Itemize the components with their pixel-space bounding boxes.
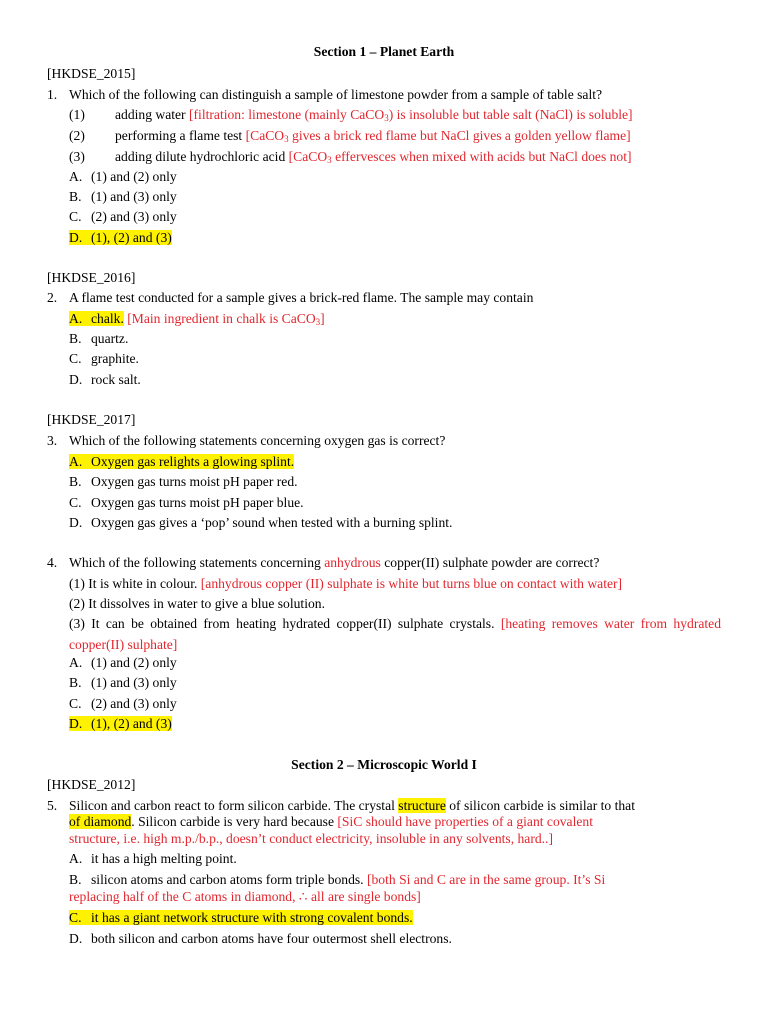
q5-option-a: [69, 849, 729, 870]
question-1: [47, 85, 737, 106]
q1-s2-text: performing a flame test: [115, 128, 243, 143]
q5-b-letter: B.: [69, 872, 82, 887]
q1-s2-note-b: gives a brick red flame but NaCl gives a golden yellow flame]: [288, 128, 631, 143]
q1-statement-2: [69, 126, 729, 147]
q5-text-hl2: of diamond: [69, 814, 132, 829]
q3-a-text: Oxygen gas relights a glowing splint.: [91, 454, 295, 469]
q3-text: Which of the following statements concerning oxygen gas is correct?: [69, 433, 446, 448]
q4-text: [69, 553, 737, 574]
q1-option-a: [69, 167, 729, 188]
q2-a-note-a: [Main ingredient in chalk is CaCO: [127, 311, 316, 326]
q1-option-c: [69, 207, 729, 228]
q5-a-text: it has a high melting point.: [91, 851, 237, 866]
q4-statement-1: [69, 574, 729, 595]
q3-b-text: Oxygen gas turns moist pH paper red.: [91, 474, 298, 489]
q4-s3-note: [heating removes water from hydrated copper(II) sulphate]: [69, 616, 721, 652]
q3-b-letter: B.: [69, 474, 82, 489]
q4-c-letter: C.: [69, 696, 82, 711]
question-2: [47, 288, 737, 309]
q2-a-note-b: ]: [320, 311, 325, 326]
q5-source-tag: [HKDSE_2012]: [47, 777, 136, 792]
q1-statement-3: [69, 147, 729, 168]
q1-b-text: (1) and (3) only: [91, 189, 177, 204]
q1-s1-note-a: [filtration: limestone (mainly CaCO: [189, 107, 385, 122]
q3-d-text: Oxygen gas gives a ‘pop’ sound when tested with a burning splint.: [91, 515, 453, 530]
q2-option-b: [69, 329, 729, 350]
q2-a-note: [127, 311, 324, 326]
question-4: [47, 553, 737, 574]
q3-d-letter: D.: [69, 515, 83, 530]
q1-s3-text: adding dilute hydrochloric acid: [115, 149, 286, 164]
q1-s3-note-sub: 3: [327, 155, 332, 165]
q3-option-c: [69, 493, 729, 514]
q1-c-text: (2) and (3) only: [91, 209, 177, 224]
q3-option-b: [69, 472, 729, 493]
q4-text-b: copper(II) sulphate powder are correct?: [380, 555, 600, 570]
q3-a-highlight: [69, 454, 294, 469]
q5-b-text: silicon atoms and carbon atoms form triple bonds.: [91, 872, 367, 887]
q1-s2-note: [246, 128, 631, 143]
q2-option-a-answer: [69, 309, 729, 330]
q2-option-d: [69, 370, 729, 391]
q4-text-a: Which of the following statements concerning: [69, 555, 325, 570]
q5-b-note-line-2: replacing half of the C atoms in diamond, ∴ all are single bonds]: [69, 889, 421, 904]
q1-option-d-answer: [69, 228, 729, 249]
q5-c-highlight: [69, 910, 413, 925]
q4-option-d-answer: [69, 714, 729, 735]
q2-a-highlight: [69, 311, 124, 326]
q1-s2-note-sub: 3: [284, 134, 289, 144]
q1-s3-number: (3): [69, 149, 85, 164]
q5-b-note-1: [both Si and C are in the same group. It’s Si: [366, 872, 606, 887]
q2-number: 2.: [47, 290, 58, 305]
q3-a-letter: A.: [69, 454, 83, 469]
q4-s3-text: (3) It can be obtained from heating hydrated copper(II) sulphate crystals.: [69, 616, 501, 631]
q4-statement-3: [69, 614, 721, 655]
q2-d-text: rock salt.: [91, 372, 141, 387]
q5-option-d: [69, 929, 729, 950]
q1-s1-text: adding water: [115, 107, 186, 122]
q3-number: 3.: [47, 433, 58, 448]
q1-s1-note: [189, 107, 633, 122]
q1-number: 1.: [47, 87, 58, 102]
q2-source-tag: [HKDSE_2016]: [47, 270, 136, 285]
q4-statement-2: [69, 594, 729, 615]
q4-s2-text: (2) It dissolves in water to give a blue solution.: [69, 596, 325, 611]
q4-text-red: anhydrous: [324, 555, 381, 570]
q4-c-text: (2) and (3) only: [91, 696, 177, 711]
q1-s3-note: [289, 149, 632, 164]
section-2-title: Section 2 – Microscopic World I: [291, 757, 477, 772]
q1-s3-note-a: [CaCO: [288, 149, 328, 164]
q2-a-note-sub: 3: [315, 317, 321, 327]
q2-d-letter: D.: [69, 372, 83, 387]
q1-a-text: (1) and (2) only: [91, 169, 177, 184]
q3-c-letter: C.: [69, 495, 82, 510]
q4-a-letter: A.: [69, 655, 83, 670]
q4-d-letter: D.: [69, 716, 83, 731]
q4-a-text: (1) and (2) only: [91, 655, 177, 670]
q5-d-letter: D.: [69, 931, 83, 946]
q1-d-highlight: [69, 230, 172, 245]
q1-s2-note-a: [CaCO: [245, 128, 285, 143]
q4-s1-text: (1) It is white in colour.: [69, 576, 201, 591]
q3-option-d: [69, 513, 729, 534]
q5-a-letter: A.: [69, 851, 83, 866]
q5-note-1: [SiC should have properties of a giant covalent: [337, 814, 593, 829]
q5-c-letter: C.: [69, 910, 82, 925]
q5-c-text: it has a giant network structure with strong covalent bonds.: [91, 910, 413, 925]
q4-number: 4.: [47, 555, 58, 570]
q1-option-b: [69, 187, 729, 208]
q1-text: Which of the following can distinguish a sample of limestone powder from a sample of table salt?: [69, 87, 603, 102]
q2-option-c: [69, 349, 729, 370]
q2-c-letter: C.: [69, 351, 82, 366]
q1-d-letter: D.: [69, 230, 83, 245]
q4-option-a: [69, 653, 729, 674]
q1-c-letter: C.: [69, 209, 82, 224]
q1-d-text: (1), (2) and (3): [91, 230, 172, 245]
q4-b-text: (1) and (3) only: [91, 675, 177, 690]
q3-c-text: Oxygen gas turns moist pH paper blue.: [91, 495, 304, 510]
q1-s1-note-b: ) is insoluble but table salt (NaCl) is soluble]: [388, 107, 633, 122]
q1-a-letter: A.: [69, 169, 83, 184]
q4-option-b: [69, 673, 729, 694]
q5-text-c: . Silicon carbide is very hard because: [131, 814, 338, 829]
q2-text: A flame test conducted for a sample gives a brick-red flame. The sample may contain: [69, 290, 534, 305]
q5-text-hl1: structure: [398, 798, 446, 813]
q5-number: 5.: [47, 798, 58, 813]
q5-note-line-2: structure, i.e. high m.p./b.p., doesn’t conduct electricity, insoluble in any solvents, hard..]: [69, 831, 553, 846]
section-1-title: Section 1 – Planet Earth: [313, 44, 455, 59]
q4-d-text: (1), (2) and (3): [91, 716, 172, 731]
q3-option-a-answer: [69, 452, 729, 473]
q1-s1-note-sub: 3: [384, 113, 389, 123]
q3-source-tag: [HKDSE_2017]: [47, 412, 136, 427]
q2-b-text: quartz.: [91, 331, 129, 346]
q1-b-letter: B.: [69, 189, 82, 204]
q1-s1-number: (1): [69, 107, 85, 122]
q2-b-letter: B.: [69, 331, 82, 346]
q4-d-highlight: [69, 716, 172, 731]
q4-s1-note: [anhydrous copper (II) sulphate is white but turns blue on contact with water]: [200, 576, 623, 591]
q5-option-c-answer: [69, 908, 729, 929]
q2-a-letter: A.: [69, 311, 83, 326]
q1-statement-1: [69, 105, 729, 126]
q1-s2-number: (2): [69, 128, 85, 143]
q2-a-text: chalk.: [91, 311, 124, 326]
q4-b-letter: B.: [69, 675, 82, 690]
q1-s3-note-b: effervesces when mixed with acids but NaCl does not]: [331, 149, 632, 164]
q5-d-text: both silicon and carbon atoms have four outermost shell electrons.: [91, 931, 452, 946]
q5-text-a: Silicon and carbon react to form silicon carbide. The crystal: [69, 798, 399, 813]
q5-text-b: of silicon carbide is similar to that: [445, 798, 635, 813]
q1-source-tag: [HKDSE_2015]: [47, 66, 136, 81]
question-3: [47, 431, 737, 452]
q4-option-c: [69, 694, 729, 715]
q2-c-text: graphite.: [91, 351, 139, 366]
